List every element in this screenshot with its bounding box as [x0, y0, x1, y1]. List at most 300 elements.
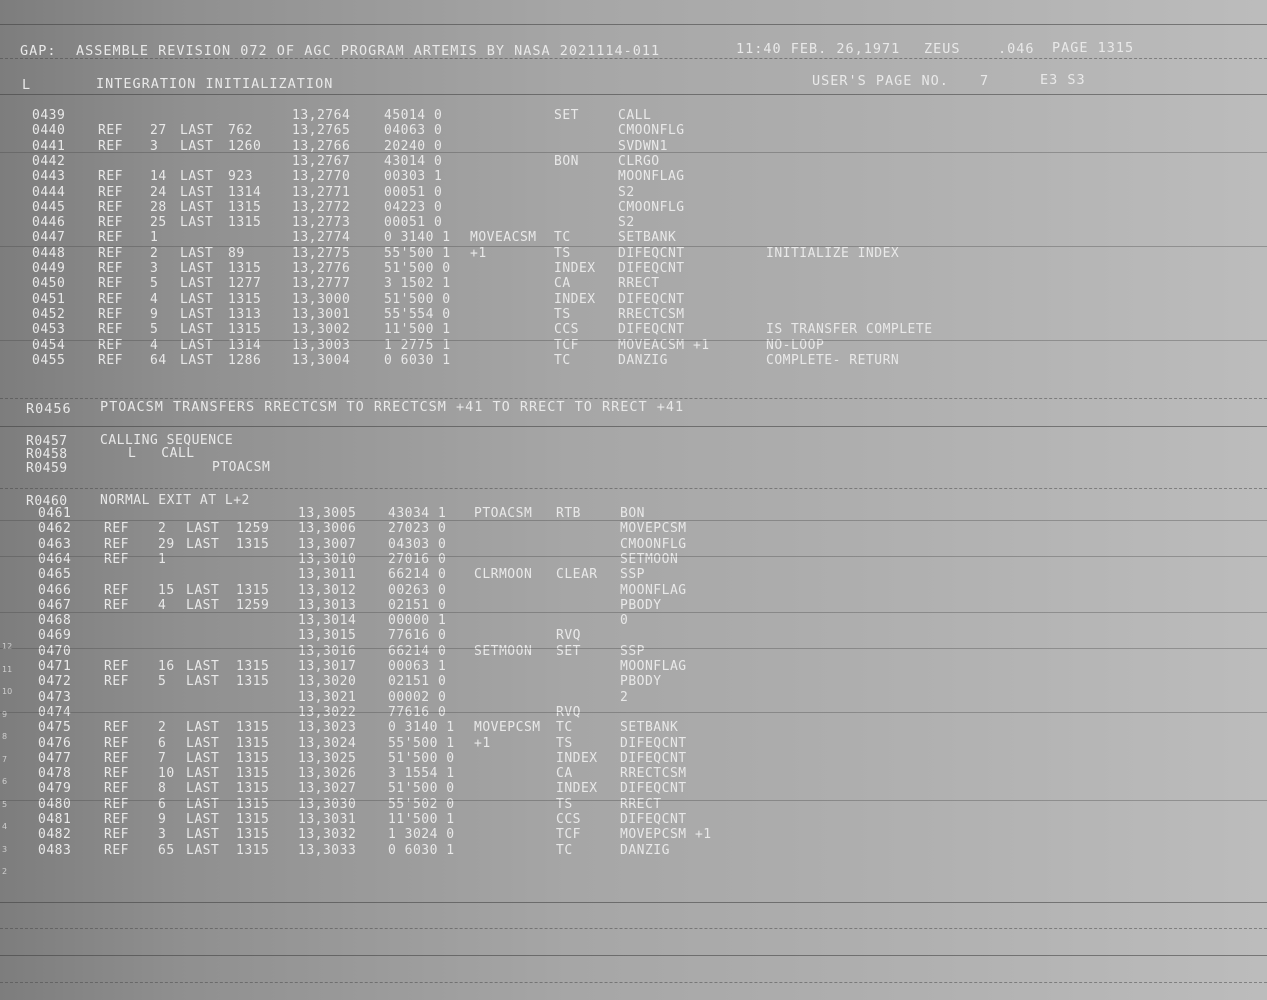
listing-ref-count: 16 — [158, 659, 175, 674]
listing-line-number: 0469 — [38, 628, 72, 644]
listing-row — [0, 736, 1267, 751]
listing-line-number: 0439 — [32, 108, 66, 123]
listing-ref: REF — [104, 842, 129, 858]
listing-word: 00002 0 — [388, 689, 447, 705]
listing-operand: DIFEQCNT — [618, 245, 685, 261]
listing-row — [0, 690, 1267, 705]
listing-last: LAST — [186, 521, 220, 537]
listing-last-page: 1315 — [236, 720, 270, 736]
listing-ref-count: 15 — [158, 582, 175, 598]
listing-opcode: INDEX — [556, 781, 598, 797]
listing-line-number: 0448 — [32, 245, 66, 261]
listing-line-number: 0463 — [38, 536, 72, 552]
listing-ref: REF — [104, 659, 129, 674]
listing-line-number: 0479 — [38, 781, 72, 797]
ruled-line — [0, 152, 1267, 153]
listing-ref: REF — [104, 812, 129, 827]
listing-opcode: CCS — [556, 812, 581, 827]
listing-last: LAST — [186, 781, 220, 797]
listing-operand: RRECTCSM — [620, 766, 687, 782]
listing-ref-count: 6 — [158, 735, 167, 751]
listing-address: 13,2773 — [292, 215, 351, 231]
listing-operand: DANZIG — [618, 352, 668, 368]
listing-ref-count: 5 — [150, 276, 159, 292]
listing-operand: CMOONFLG — [620, 536, 687, 552]
remark-line-number: R0460 — [26, 494, 68, 509]
listing-last: LAST — [186, 842, 220, 858]
listing-operand: DIFEQCNT — [618, 291, 685, 307]
listing-ref: REF — [104, 720, 129, 736]
listing-last: LAST — [180, 337, 214, 353]
listing-label: +1 — [474, 735, 491, 751]
listing-address: 13,3027 — [298, 781, 357, 797]
listing-ref: REF — [104, 582, 129, 598]
listing-ref-count: 1 — [150, 230, 159, 246]
listing-address: 13,3012 — [298, 582, 357, 598]
listing-ref: REF — [104, 781, 129, 797]
remark-line-number: R0457 — [26, 434, 68, 449]
listing-opcode: CCS — [554, 322, 579, 338]
listing-word: 51'500 0 — [388, 750, 455, 766]
listing-last: LAST — [180, 276, 214, 292]
listing-operand: 2 — [620, 689, 629, 705]
listing-opcode: SET — [554, 108, 579, 123]
listing-last-page: 1259 — [236, 521, 270, 537]
listing-word: 3 1554 1 — [388, 766, 455, 782]
listing-row — [0, 567, 1267, 582]
system-name: ZEUS — [924, 41, 961, 57]
margin-mark: 3 — [2, 844, 8, 854]
listing-ref: REF — [104, 597, 129, 613]
listing-last-page: 1315 — [228, 322, 262, 338]
ruled-line — [0, 712, 1267, 713]
listing-operand: RRECTCSM — [618, 306, 685, 322]
listing-address: 13,3001 — [292, 306, 351, 322]
listing-label: PTOACSM — [474, 506, 533, 521]
listing-address: 13,3010 — [298, 551, 357, 567]
listing-ref-count: 1 — [158, 551, 167, 567]
listing-ref: REF — [104, 796, 129, 812]
listing-word: 11'500 1 — [388, 812, 455, 827]
listing-last-page: 1259 — [236, 597, 270, 613]
listing-word: 20240 0 — [384, 138, 443, 154]
listing-last: LAST — [186, 827, 220, 843]
listing-ref: REF — [98, 123, 123, 139]
listing-opcode: TS — [554, 245, 571, 261]
listing-opcode: INDEX — [556, 750, 598, 766]
listing-ref: REF — [98, 138, 123, 154]
listing-last-page: 1315 — [228, 261, 262, 276]
listing-line-number: 0454 — [32, 337, 66, 353]
listing-last: LAST — [180, 123, 214, 139]
listing-ref-count: 65 — [158, 842, 175, 858]
ruled-line — [0, 902, 1267, 903]
listing-ref-count: 3 — [150, 261, 159, 276]
listing-last: LAST — [186, 766, 220, 782]
listing-word: 51'500 0 — [384, 261, 451, 276]
listing-row — [0, 628, 1267, 643]
listing-opcode: TC — [554, 352, 571, 368]
ruled-line — [0, 928, 1267, 929]
margin-mark: 8 — [2, 732, 8, 741]
listing-word: 0 3140 1 — [388, 720, 455, 736]
listing-last: LAST — [186, 720, 220, 736]
listing-row — [0, 246, 1267, 261]
listing-label: MOVEPCSM — [474, 720, 541, 736]
listing-line-number: 0442 — [32, 153, 66, 169]
listing-label: +1 — [470, 245, 487, 261]
listing-operand: BON — [620, 506, 645, 521]
listing-row — [0, 521, 1267, 536]
listing-word: 00051 0 — [384, 215, 443, 231]
listing-label: SETMOON — [474, 643, 533, 659]
section-marker: L — [22, 77, 32, 93]
listing-word: 0 3140 1 — [384, 230, 451, 246]
listing-line-number: 0475 — [38, 720, 72, 736]
listing-ref: REF — [98, 261, 123, 276]
listing-ref-count: 3 — [150, 138, 159, 154]
listing-last: LAST — [180, 184, 214, 200]
listing-last: LAST — [180, 322, 214, 338]
listing-address: 13,3016 — [298, 643, 357, 659]
listing-address: 13,2765 — [292, 123, 351, 139]
listing-opcode: TCF — [554, 337, 579, 353]
listing-line-number: 0455 — [32, 352, 66, 368]
listing-last-page: 1315 — [236, 536, 270, 552]
listing-opcode: RVQ — [556, 628, 581, 644]
listing-last: LAST — [186, 536, 220, 552]
margin-mark: 11 — [2, 664, 13, 674]
listing-row — [0, 537, 1267, 552]
assembly-time: 11:40 FEB. 26,1971 — [736, 41, 901, 57]
listing-row — [0, 276, 1267, 291]
listing-line-number: 0447 — [32, 230, 66, 246]
listing-word: 55'554 0 — [384, 306, 451, 322]
listing-operand: S2 — [618, 215, 635, 231]
listing-line-number: 0465 — [38, 567, 72, 583]
listing-opcode: TCF — [556, 827, 581, 843]
listing-row — [0, 185, 1267, 200]
listing-operand: DIFEQCNT — [620, 750, 687, 766]
listing-opcode: SET — [556, 643, 581, 659]
listing-row — [0, 827, 1267, 842]
listing-last-page: 1315 — [236, 582, 270, 598]
listing-address: 13,3024 — [298, 735, 357, 751]
listing-ref: REF — [104, 827, 129, 843]
bank-code: E3 S3 — [1040, 72, 1086, 88]
listing-ref: REF — [98, 230, 123, 246]
listing-line-number: 0471 — [38, 659, 72, 674]
listing-address: 13,3032 — [298, 827, 357, 843]
listing-opcode: TC — [554, 230, 571, 246]
listing-ref: REF — [98, 291, 123, 307]
listing-operand: CALL — [618, 108, 652, 123]
users-page-number: 7 — [980, 73, 990, 89]
listing-word: 43034 1 — [388, 506, 447, 521]
listing-last-page: 1315 — [236, 842, 270, 858]
listing-last-page: 1315 — [236, 735, 270, 751]
listing-line-number: 0473 — [38, 689, 72, 705]
listing-word: 43014 0 — [384, 153, 443, 169]
listing-row — [0, 261, 1267, 276]
listing-word: 02151 0 — [388, 597, 447, 613]
listing-opcode: RTB — [556, 506, 581, 521]
listing-line-number: 0481 — [38, 812, 72, 827]
listing-word: 00000 1 — [388, 613, 447, 629]
ruled-line — [0, 648, 1267, 649]
listing-ref-count: 2 — [158, 720, 167, 736]
listing-line-number: 0477 — [38, 750, 72, 766]
listing-operand: SSP — [620, 643, 645, 659]
listing-operand: SETBANK — [620, 720, 679, 736]
listing-ref-count: 5 — [158, 674, 167, 690]
listing-line-number: 0478 — [38, 766, 72, 782]
listing-ref: REF — [98, 245, 123, 261]
listing-address: 13,2777 — [292, 276, 351, 292]
listing-line-number: 0443 — [32, 169, 66, 185]
listing-ref: REF — [98, 215, 123, 231]
listing-ref: REF — [98, 352, 123, 368]
margin-mark: 6 — [2, 777, 8, 786]
listing-ref: REF — [98, 337, 123, 353]
listing-ref-count: 29 — [158, 536, 175, 552]
listing-address: 13,3011 — [298, 567, 357, 583]
listing-ref: REF — [104, 536, 129, 552]
listing-address: 13,2776 — [292, 261, 351, 276]
listing-word: 27016 0 — [388, 551, 447, 567]
listing-word: 02151 0 — [388, 674, 447, 690]
listing-row — [0, 720, 1267, 735]
margin-mark: 4 — [2, 822, 8, 831]
remark-line-number: R0458 — [26, 447, 68, 462]
listing-comment: INITIALIZE INDEX — [766, 245, 900, 261]
listing-word: 04303 0 — [388, 536, 447, 552]
listing-address: 13,3017 — [298, 659, 357, 674]
listing-operand: MOONFLAG — [620, 582, 687, 598]
listing-last: LAST — [180, 138, 214, 154]
listing-word: 00263 0 — [388, 582, 447, 598]
listing-ref: REF — [104, 735, 129, 751]
listing-row — [0, 307, 1267, 322]
listing-line-number: 0440 — [32, 123, 66, 139]
listing-line-number: 0450 — [32, 276, 66, 292]
listing-line-number: 0441 — [32, 138, 66, 154]
listing-last-page: 762 — [228, 123, 253, 139]
ruled-line — [0, 398, 1267, 399]
listing-last: LAST — [180, 199, 214, 215]
listing-last: LAST — [180, 291, 214, 307]
listing-opcode: TS — [554, 306, 571, 322]
listing-last-page: 1315 — [236, 674, 270, 690]
listing-word: 51'500 0 — [384, 291, 451, 307]
listing-comment: NO-LOOP — [766, 337, 825, 353]
listing-ref-count: 7 — [158, 750, 167, 766]
listing-operand: SVDWN1 — [618, 138, 668, 154]
listing-comment: COMPLETE- RETURN — [766, 352, 900, 368]
listing-opcode: TC — [556, 720, 573, 736]
listing-line-number: 0470 — [38, 643, 72, 659]
remark-text: PTOACSM TRANSFERS RRECTCSM TO RRECTCSM +41 TO RRECT TO RRECT +41 — [100, 399, 685, 415]
listing-word: 1 3024 0 — [388, 827, 455, 843]
listing-row — [0, 797, 1267, 812]
listing-opcode: TS — [556, 735, 573, 751]
listing-opcode: CA — [556, 766, 573, 782]
listing-row — [0, 644, 1267, 659]
listing-operand: CMOONFLG — [618, 199, 685, 215]
listing-row — [0, 230, 1267, 245]
listing-ref: REF — [104, 674, 129, 690]
listing-line-number: 0462 — [38, 521, 72, 537]
listing-address: 13,2767 — [292, 153, 351, 169]
listing-row — [0, 659, 1267, 674]
listing-last-page: 1315 — [228, 199, 262, 215]
listing-row — [0, 613, 1267, 628]
listing-line-number: 0461 — [38, 506, 72, 521]
listing-last-page: 1260 — [228, 138, 262, 154]
margin-mark: 2 — [2, 867, 8, 876]
ruled-line — [0, 556, 1267, 557]
listing-row — [0, 154, 1267, 169]
listing-ref-count: 27 — [150, 123, 167, 139]
listing-last: LAST — [186, 796, 220, 812]
listing-operand: DANZIG — [620, 842, 670, 858]
listing-operand: DIFEQCNT — [618, 261, 685, 276]
listing-last-page: 1315 — [228, 291, 262, 307]
listing-last: LAST — [180, 306, 214, 322]
listing-row — [0, 123, 1267, 138]
listing-row — [0, 322, 1267, 337]
listing-line-number: 0468 — [38, 613, 72, 629]
listing-ref-count: 4 — [150, 337, 159, 353]
listing-operand: CMOONFLG — [618, 123, 685, 139]
ruled-line — [0, 24, 1267, 25]
listing-address: 13,3002 — [292, 322, 351, 338]
listing-address: 13,3000 — [292, 291, 351, 307]
remark-text: NORMAL EXIT AT L+2 — [100, 493, 250, 508]
listing-ref: REF — [98, 306, 123, 322]
remark-text: CALLING SEQUENCE — [100, 433, 234, 448]
listing-opcode: RVQ — [556, 704, 581, 720]
listing-operand: MOVEPCSM +1 — [620, 827, 712, 843]
gap-label: GAP: — [20, 43, 57, 59]
listing-address: 13,3015 — [298, 628, 357, 644]
listing-line-number: 0453 — [32, 322, 66, 338]
listing-word: 77616 0 — [388, 628, 447, 644]
listing-operand: PBODY — [620, 674, 662, 690]
listing-last-page: 1315 — [236, 827, 270, 843]
listing-word: 77616 0 — [388, 704, 447, 720]
listing-opcode: CA — [554, 276, 571, 292]
listing-last: LAST — [180, 169, 214, 185]
margin-mark: 10 — [2, 687, 13, 696]
margin-mark: 5 — [2, 799, 8, 809]
listing-opcode: INDEX — [554, 291, 596, 307]
ruled-line — [0, 246, 1267, 247]
listing-ref: REF — [98, 276, 123, 292]
remark-text: L CALL — [128, 446, 195, 461]
listing-address: 13,3003 — [292, 337, 351, 353]
listing-last-page: 923 — [228, 169, 253, 185]
listing-opcode: TC — [556, 842, 573, 858]
listing-word: 04223 0 — [384, 199, 443, 215]
listing-address: 13,3031 — [298, 812, 357, 827]
ruled-line — [0, 982, 1267, 983]
listing-ref-count: 64 — [150, 352, 167, 368]
listing-last: LAST — [186, 659, 220, 674]
listing-row — [0, 598, 1267, 613]
listing-ref-count: 5 — [150, 322, 159, 338]
listing-last: LAST — [180, 215, 214, 231]
listing-ref-count: 4 — [158, 597, 167, 613]
margin-mark: 9 — [2, 709, 8, 719]
listing-ref-count: 14 — [150, 169, 167, 185]
listing-word: 11'500 1 — [384, 322, 451, 338]
listing-word: 3 1502 1 — [384, 276, 451, 292]
listing-label: CLRMOON — [474, 567, 533, 583]
listing-line-number: 0480 — [38, 796, 72, 812]
listing-address: 13,2775 — [292, 245, 351, 261]
ruled-line — [0, 426, 1267, 427]
listing-last-page: 1315 — [236, 766, 270, 782]
listing-row — [0, 215, 1267, 230]
listing-ref: REF — [98, 169, 123, 185]
listing-line-number: 0444 — [32, 184, 66, 200]
listing-address: 13,2766 — [292, 138, 351, 154]
listing-line-number: 0464 — [38, 551, 72, 567]
listing-address: 13,3021 — [298, 689, 357, 705]
listing-address: 13,3005 — [298, 506, 357, 521]
listing-ref: REF — [98, 322, 123, 338]
ruled-line — [0, 612, 1267, 613]
listing-address: 13,3033 — [298, 842, 357, 858]
margin-mark: 12 — [2, 642, 13, 651]
page-number: PAGE 1315 — [1052, 40, 1135, 56]
ruled-line — [0, 520, 1267, 521]
listing-row — [0, 169, 1267, 184]
listing-last-page: 1313 — [228, 306, 262, 322]
listing-ref-count: 2 — [158, 521, 167, 537]
listing-opcode: TS — [556, 796, 573, 812]
listing-operand: CLRGO — [618, 153, 660, 169]
listing-line-number: 0445 — [32, 199, 66, 215]
listing-address: 13,3006 — [298, 521, 357, 537]
listing-ref-count: 4 — [150, 291, 159, 307]
listing-word: 00051 0 — [384, 184, 443, 200]
ruled-line — [0, 955, 1267, 956]
listing-operand: MOONFLAG — [618, 169, 685, 185]
listing-word: 66214 0 — [388, 567, 447, 583]
listing-line-number: 0467 — [38, 597, 72, 613]
listing-address: 13,3007 — [298, 536, 357, 552]
listing-operand: 0 — [620, 613, 629, 629]
listing-address: 13,3023 — [298, 720, 357, 736]
listing-last-page: 1286 — [228, 352, 262, 368]
listing-ref-count: 3 — [158, 827, 167, 843]
listing-last-page: 1315 — [236, 781, 270, 797]
listing-address: 13,3020 — [298, 674, 357, 690]
listing-line-number: 0474 — [38, 704, 72, 720]
listing-label: MOVEACSM — [470, 230, 537, 246]
listing-line-number: 0476 — [38, 735, 72, 751]
remark-line-number: R0456 — [26, 401, 72, 417]
listing-operand: SETBANK — [618, 230, 677, 246]
listing-operand: MOVEACSM +1 — [618, 337, 710, 353]
listing-word: 27023 0 — [388, 521, 447, 537]
listing-ref-count: 2 — [150, 245, 159, 261]
listing-row — [0, 552, 1267, 567]
listing-ref: REF — [104, 521, 129, 537]
section-title: INTEGRATION INITIALIZATION — [96, 76, 334, 92]
